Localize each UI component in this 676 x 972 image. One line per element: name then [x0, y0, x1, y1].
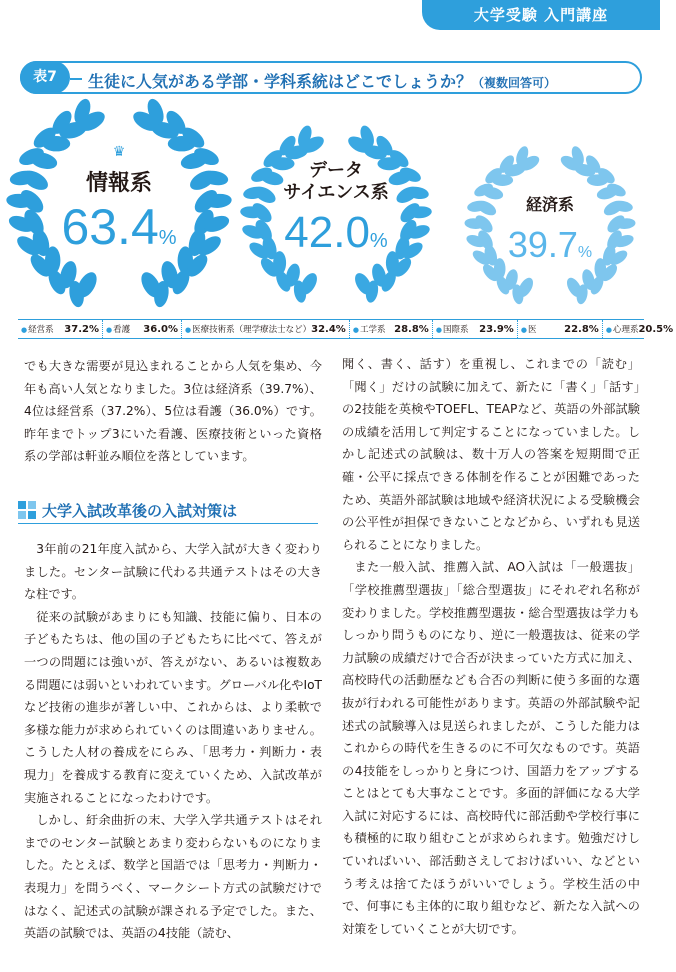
paragraph: また一般入試、推薦入試、AO入試は「一般選抜」「学校推薦型選抜」「総合型選抜」にそれぞれ名称が変わりました。学校推薦型選抜・総合型選抜は学力もしっかり問うものになり、逆に一般選抜は、従来の学力試験の成績だけで合否が決まっていた方式に加え、高校時代の活動歴なども合否の判断に使う多面的な選抜が行われる可能性があります。英語の外部試験や記述式の試験導入は見送られましたが、こうした能力はこれからの時代を生きるのに不可欠なものです。英語の4技能をしっかりと身につけ、国語力をアップすることはとても大事なことです。多面的評価になる大学入試に対応するには、高校時代に部活動や学校行事にも積極的に取り組むことが求められます。勉強だけしていればいい、部活動さえしておけばいい、などという考えは捨てたほうがいいでしょう。学校生活の中で、何事にも主体的に取り組むなど、新たな入試への対策をしていくことが大切です。 — [342, 560, 640, 936]
figure-title: 生徒に人気がある学部・学科系統はどこでしょうか？（複数回答可） — [88, 72, 557, 91]
figure-title-note: （複数回答可） — [472, 76, 557, 90]
ranking-item: ● 看護 36.0% — [103, 320, 182, 338]
ranking-item: ● 心理系 20.5% — [603, 320, 676, 338]
left-column — [24, 355, 322, 468]
intro-paragraph: でも大きな需要が見込まれることから人気を集め、今年も高い人気となりました。3位は経済系（39.7%）、4位は経営系（37.2%）、5位は看護（36.0%）です。昨年までトップ3にいた看護、医療技術といった資格系の学部は軒並み順位を落としています。 — [24, 359, 322, 464]
paragraph: しかし、紆余曲折の末、大学入学共通テストはそれまでのセンター試験とあまり変わらないものになりました。たとえば、数学と国語では「思考力・判断力・表現力」を問うべく、マークシート方式の試験だけではなく、記述式の試験が課される予定でした。また、英語の試験では、英語の4技能（読む、 — [24, 813, 322, 941]
rank3-label: 経済系 — [525, 195, 574, 214]
rank2-label: データ サイエンス系 — [283, 160, 389, 203]
section-rule — [18, 523, 318, 524]
crown-icon: ♛ — [112, 144, 126, 160]
ranking-item: ● 医 22.8% — [518, 320, 603, 338]
figure-title-box — [20, 61, 642, 94]
paragraph: 従来の試験があまりにも知識、技能に偏り、日本の子どもたちは、他の国の子どもたちに比べて、答えが一つの問題には強いが、答えがない、あるいは複数ある問題には弱いといわれています。グローバル化やIoTなど技術の進歩が著しい中、これからは、より柔軟で多様な能力が求められていくのは間違いありません。こうした人材の養成をにらみ、「思考力・判断力・表現力」を養成する教育に変えていくため、入試改革が実施されることになったわけです。 — [24, 609, 322, 805]
ranking-item: ● 医療技術系（理学療法士など） 32.4% — [182, 320, 350, 338]
title-connector — [70, 78, 82, 80]
rank2-wreath — [244, 124, 428, 314]
section-tab: 大学受験 入門講座 — [422, 0, 660, 30]
other-rankings — [18, 319, 674, 339]
rank3-wreath — [466, 144, 634, 316]
section-mark-icon — [18, 501, 36, 519]
ranking-item: ● 国際系 23.9% — [433, 320, 518, 338]
section-title: 大学入試改革後の入試対策は — [42, 502, 238, 520]
paragraph: 聞く、書く、話す）を重視し、これまでの「読む」「聞く」だけの試験に加えて、新たに「書く」「話す」の2技能を英検やTOEFL、TEAPなど、英語の外部試験の成績を活用して判定することになっていました。しかし記述式の試験は、数十万人の答案を短期間で正確・公平に採点できる体制を作ることが困難であったため、英語外部試験は地域や経済状況による受験機会の公平性が担保できないことなどから、いずれも見送られることになりました。 — [342, 357, 640, 552]
ranking-item: ● 工学系 28.8% — [350, 320, 433, 338]
ranking-item: ● 経営系 37.2% — [18, 320, 103, 338]
section-heading — [18, 498, 318, 524]
rank1-percent: 63.4% — [61, 199, 177, 255]
top3-ranking — [0, 100, 660, 316]
table-number-badge: 表7 — [20, 61, 70, 94]
paragraph: 3年前の21年度入試から、大学入試が大きく変わりました。センター試験に代わる共通テストはその大きな柱です。 — [24, 542, 322, 602]
left-column-body — [24, 538, 322, 945]
rank2-percent: 42.0% — [284, 208, 388, 257]
rank3-percent: 39.7% — [507, 224, 593, 265]
right-column — [342, 353, 640, 940]
rank1-wreath — [14, 100, 224, 316]
rank1-label: 情報系 — [85, 171, 152, 196]
